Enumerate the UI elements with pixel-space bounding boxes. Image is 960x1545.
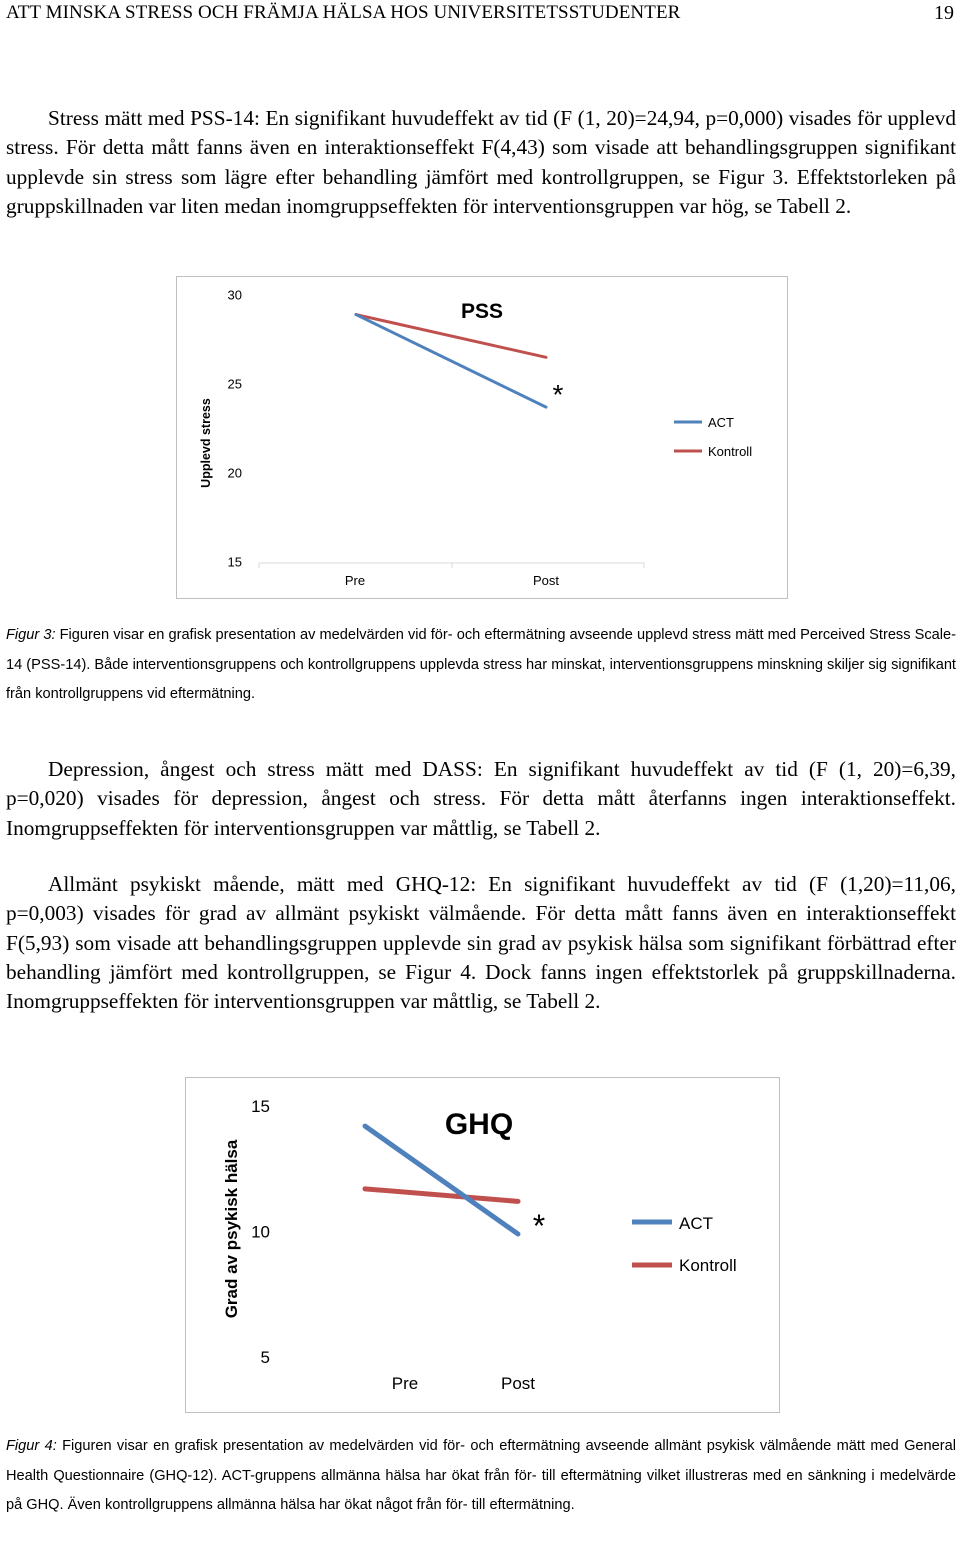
- figure-3-caption-text: Figuren visar en grafisk presentation av medelvärden vid för- och eftermätning avseende upplevd stress mätt med Perceived Stress Scale-14 (PSS-14). Både interventionsgruppens och kontrollgruppens upplevda stress har minskat, interventionsgruppens minskning skiljer sig signifikant från kontrollgruppens vid eftermätning.: [6, 627, 956, 702]
- paragraph-pss-text: Stress mätt med PSS-14: En signifikant huvudeffekt av tid (F (1, 20)=24,94, p=0,000) visades för upplevd stress. För detta mått fanns även en interaktionseffekt F(4,43) som visade att behandlingsgruppen signifikant upplevde sin stress som lägre efter behandling jämfört med kontrollgruppen, se Figur 3. Effektstorleken på gruppskillnaden var liten medan inomgruppseffekten för interventionsgruppen var hög, se Tabell 2.: [6, 106, 956, 218]
- paragraph-ghq: [6, 870, 956, 1016]
- pss-significance-mark: *: [552, 379, 564, 410]
- page-number: 19: [934, 2, 954, 24]
- ghq-chart-svg: [185, 1077, 780, 1414]
- ghq-significance-mark: *: [532, 1208, 546, 1244]
- figure-3-chart: [176, 276, 788, 600]
- figure-4-caption-text: Figuren visar en grafisk presentation av medelvärden vid för- och eftermätning avseende allmänt psykisk välmående mätt med General Health Questionnaire (GHQ-12). ACT-gruppens allmänna hälsa har ökat från för- till eftermätning vilket illustreras med en sänkning i medelvärde på GHQ. Även kontrollgruppens allmänna hälsa har ökat något från för- till eftermätning.: [6, 1438, 956, 1513]
- ghq-x-label-post: Post: [500, 1374, 536, 1393]
- pss-y-tick-label-0: 30: [227, 287, 242, 303]
- pss-legend-kontroll-label: Kontroll: [708, 444, 753, 459]
- paragraph-pss: [6, 104, 956, 221]
- pss-y-axis-label: Upplevd stress: [199, 398, 213, 488]
- ghq-x-label-pre: Pre: [391, 1374, 419, 1393]
- running-head: ATT MINSKA STRESS OCH FRÄMJA HÄLSA HOS UNIVERSITETSSTUDENTER: [6, 2, 681, 23]
- pss-legend-act-label: ACT: [708, 415, 734, 430]
- figure-4-caption: [6, 1432, 956, 1521]
- figure-3-caption-label: Figur 3:: [6, 627, 56, 643]
- ghq-y-tick-label-1: 10: [251, 1222, 270, 1242]
- pss-x-label-post: Post: [532, 573, 560, 588]
- pss-chart-title: PSS: [460, 300, 504, 323]
- pss-y-tick-label-3: 15: [227, 554, 242, 570]
- pss-y-tick-label-2: 20: [227, 465, 242, 481]
- ghq-legend-kontroll-label: Kontroll: [679, 1256, 737, 1275]
- figure-4-caption-label: Figur 4:: [6, 1438, 57, 1454]
- pss-chart-svg: [176, 276, 788, 600]
- figure-4-chart: [185, 1077, 780, 1414]
- paragraph-ghq-text: Allmänt psykiskt mående, mätt med GHQ-12: En signifikant huvudeffekt av tid (F (1,20)=11,06, p=0,003) visades för grad av allmänt psykiskt välmående. För detta mått fanns även en interaktionseffekt F(5,93) som visade att behandlingsgruppen upplevde sin grad av psykisk hälsa som signifikant förbättrad efter behandling jämfört med kontrollgruppen, se Figur 4. Dock fanns ingen effektstorlek på gruppskillnaderna. Inomgruppseffekten för interventionsgruppen var måttlig, se Tabell 2.: [6, 872, 956, 1014]
- pss-x-label-pre: Pre: [344, 573, 366, 588]
- paragraph-dass-text: Depression, ångest och stress mätt med DASS: En signifikant huvudeffekt av tid (F (1, 20)=6,39, p=0,020) visades för depression, ångest och stress. För detta mått återfanns ingen interaktionseffekt. Inomgruppseffekten för interventionsgruppen var måttlig, se Tabell 2.: [6, 757, 956, 840]
- ghq-y-tick-label-2: 5: [260, 1347, 270, 1367]
- ghq-y-axis-label: Grad av psykisk hälsa: [222, 1139, 241, 1319]
- ghq-chart-title: GHQ: [444, 1108, 514, 1141]
- paragraph-dass: [6, 755, 956, 843]
- pss-y-tick-label-1: 25: [227, 376, 242, 392]
- pss-chart-frame: [177, 277, 788, 599]
- ghq-y-tick-label-0: 15: [251, 1096, 270, 1116]
- figure-3-caption: [6, 621, 956, 710]
- ghq-legend-act-label: ACT: [679, 1214, 713, 1233]
